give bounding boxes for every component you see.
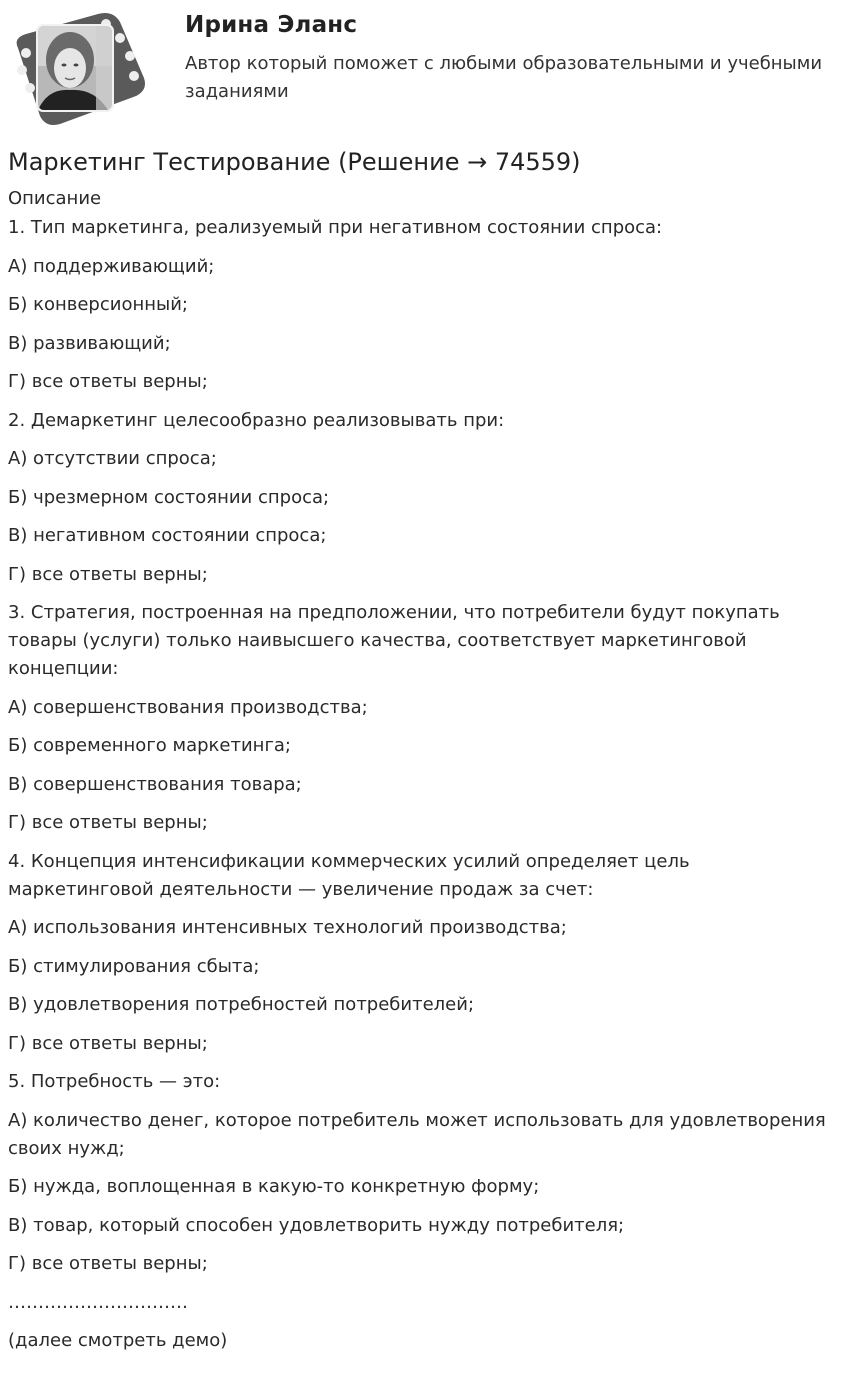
answer-option: А) поддерживающий; bbox=[8, 255, 215, 277]
author-description: Автор который поможет с любыми образовательными и учебными заданиями bbox=[185, 53, 823, 102]
answer-option: А) использования интенсивных технологий производства; bbox=[8, 917, 567, 938]
description-content bbox=[8, 214, 838, 1366]
answer-option: Г) все ответы верны; bbox=[8, 1032, 208, 1054]
answer-option: Г) все ответы верны; bbox=[8, 563, 208, 585]
answer-option: А) количество денег, которое потребитель может использовать для удовлетворения своих нужд; bbox=[8, 1109, 826, 1159]
question-3: 3. Стратегия, построенная на предположении, что потребители будут покупать товары (услуги) только наивысшего качества, соответствует маркетинговой концепции: bbox=[8, 602, 780, 679]
answer-option: Г) все ответы верны; bbox=[8, 812, 208, 833]
film-frame-avatar-image bbox=[8, 8, 150, 128]
answer-option: В) удовлетворения потребностей потребителей; bbox=[8, 994, 475, 1015]
answer-option: Б) нужда, воплощенная в какую-то конкретную форму; bbox=[8, 1176, 540, 1197]
answer-option: Б) стимулирования сбыта; bbox=[8, 955, 260, 977]
page-title: Маркетинг Тестирование (Решение → 74559) bbox=[8, 148, 581, 176]
answer-option: В) товар, который способен удовлетворить нужду потребителя; bbox=[8, 1214, 625, 1236]
demo-note: (далее смотреть демо) bbox=[8, 1330, 228, 1351]
answer-option: Б) конверсионный; bbox=[8, 294, 188, 315]
ellipsis-separator: ………………………… bbox=[8, 1291, 188, 1313]
question-2: 2. Демаркетинг целесообразно реализовывать при: bbox=[8, 409, 505, 431]
answer-option: В) негативном состоянии спроса; bbox=[8, 525, 327, 546]
question-1: 1. Тип маркетинга, реализуемый при негативном состоянии спроса: bbox=[8, 217, 663, 238]
description-label: Описание bbox=[8, 188, 102, 209]
author-header bbox=[0, 0, 847, 140]
answer-option: Г) все ответы верны; bbox=[8, 1253, 208, 1274]
question-5: 5. Потребность — это: bbox=[8, 1071, 221, 1092]
answer-option: Г) все ответы верны; bbox=[8, 371, 208, 392]
question-4: 4. Концепция интенсификации коммерческих усилий определяет цель маркетинговой деятельности — увеличение продаж за счет: bbox=[8, 850, 690, 900]
author-avatar bbox=[8, 8, 150, 128]
answer-option: Б) чрезмерном состоянии спроса; bbox=[8, 486, 330, 508]
author-name: Ирина Эланс bbox=[185, 12, 358, 38]
answer-option: А) совершенствования производства; bbox=[8, 696, 368, 718]
answer-option: А) отсутствии спроса; bbox=[8, 448, 217, 469]
answer-option: В) развивающий; bbox=[8, 332, 171, 354]
answer-option: Б) современного маркетинга; bbox=[8, 735, 291, 756]
answer-option: В) совершенствования товара; bbox=[8, 773, 302, 795]
